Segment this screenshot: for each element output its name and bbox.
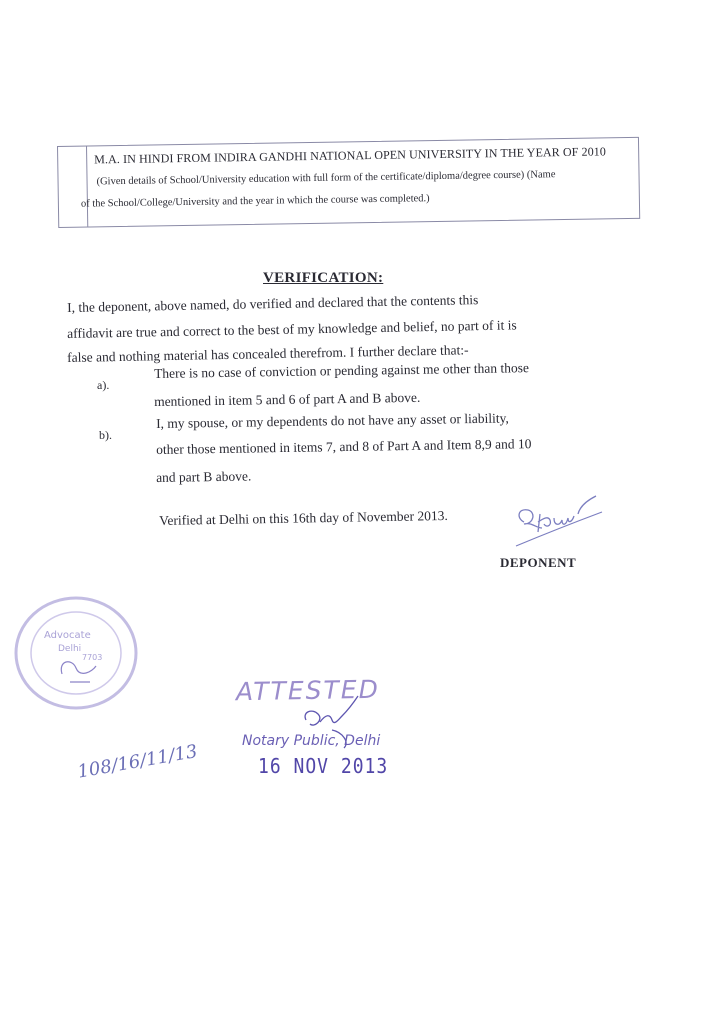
- verification-para-line1: I, the deponent, above named, do verified and declared that the contents this: [67, 292, 479, 315]
- verification-para-line3: false and nothing material has concealed therefrom. I further declare that:-: [67, 342, 469, 365]
- education-qualification: M.A. IN HINDI FROM INDIRA GANDHI NATIONAL OPEN UNIVERSITY IN THE YEAR OF 2010: [94, 144, 607, 167]
- seal-title-text: Advocate: [44, 630, 91, 641]
- education-instruction-line2: of the School/College/University and the year in which the course was completed.): [80, 193, 430, 210]
- deponent-signature: [510, 492, 606, 550]
- notary-date-stamp: 16 NOV 2013: [258, 754, 389, 779]
- item-b-marker: b).: [99, 428, 112, 442]
- advocate-seal-stamp: [10, 592, 142, 714]
- verification-heading: VERIFICATION:: [263, 270, 384, 286]
- education-instruction-line1: (Given details of School/University education with full form of the certificate/diploma/degree course) (Name: [96, 169, 556, 188]
- handwritten-date: 108/16/11/13: [76, 740, 200, 783]
- attested-stamp: ATTESTED: [235, 674, 381, 707]
- verification-place-date: Verified at Delhi on this 16th day of November 2013.: [159, 507, 448, 528]
- item-b-line1: I, my spouse, or my dependents do not have any asset or liability,: [156, 410, 509, 431]
- item-a-line1: There is no case of conviction or pending against me other than those: [154, 360, 530, 381]
- seal-city-text: Delhi: [58, 644, 82, 654]
- notary-public-stamp: Notary Public, Delhi: [242, 733, 381, 749]
- seal-number-text: 7703: [82, 653, 103, 662]
- verification-para-line2: affidavit are true and correct to the best of my knowledge and belief, no part of it is: [67, 317, 517, 341]
- item-b-line2: other those mentioned in items 7, and 8 of Part A and Item 8,9 and 10: [156, 436, 532, 457]
- item-a-marker: a).: [97, 378, 110, 392]
- education-details-box: [57, 137, 640, 228]
- item-a-line2: mentioned in item 5 and 6 of part A and B above.: [154, 389, 421, 409]
- deponent-label: DEPONENT: [500, 555, 577, 570]
- box-left-column: [86, 147, 88, 227]
- item-b-line3: and part B above.: [156, 468, 252, 485]
